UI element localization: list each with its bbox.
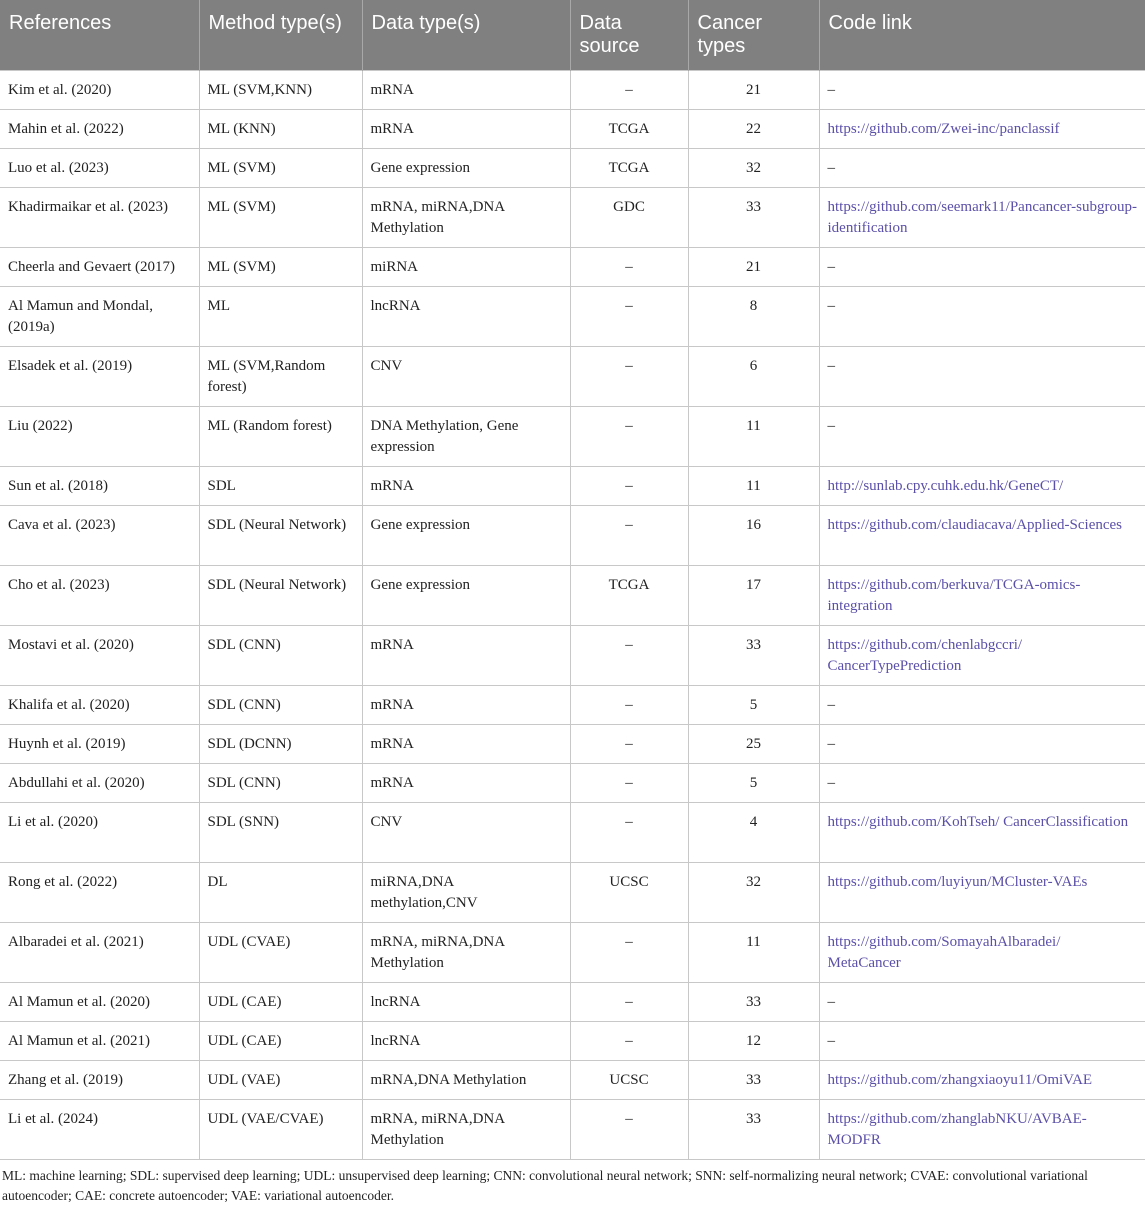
cell-method-type: SDL (CNN) — [199, 626, 362, 686]
cell-reference: Cava et al. (2023) — [0, 506, 199, 566]
cell-code-link: – — [819, 1022, 1145, 1061]
cell-cancer-types: 33 — [688, 188, 819, 248]
cell-method-type: UDL (CVAE) — [199, 923, 362, 983]
table-row — [0, 347, 1145, 407]
cell-method-type: ML (SVM) — [199, 188, 362, 248]
table-row — [0, 923, 1145, 983]
cell-method-type: SDL (Neural Network) — [199, 506, 362, 566]
cell-method-type: UDL (CAE) — [199, 1022, 362, 1061]
cell-reference: Liu (2022) — [0, 407, 199, 467]
cell-code-link[interactable]: https://github.com/luyiyun/MCluster-VAEs — [819, 863, 1145, 923]
cell-cancer-types: 11 — [688, 923, 819, 983]
cell-code-link[interactable]: https://github.com/chenlabgccri/ CancerTypePrediction — [819, 626, 1145, 686]
cell-data-source: – — [570, 1100, 688, 1160]
cell-method-type: UDL (VAE/CVAE) — [199, 1100, 362, 1160]
cell-reference: Li et al. (2024) — [0, 1100, 199, 1160]
cell-data-type: mRNA — [362, 71, 570, 110]
cell-reference: Al Mamun et al. (2020) — [0, 983, 199, 1022]
cell-reference: Al Mamun et al. (2021) — [0, 1022, 199, 1061]
cell-cancer-types: 17 — [688, 566, 819, 626]
cell-cancer-types: 12 — [688, 1022, 819, 1061]
table-row — [0, 287, 1145, 347]
cell-method-type: SDL (SNN) — [199, 803, 362, 863]
cell-reference: Rong et al. (2022) — [0, 863, 199, 923]
cell-data-source: – — [570, 71, 688, 110]
cell-cancer-types: 32 — [688, 863, 819, 923]
cell-data-source: – — [570, 803, 688, 863]
cell-data-source: – — [570, 764, 688, 803]
cell-reference: Huynh et al. (2019) — [0, 725, 199, 764]
cell-cancer-types: 8 — [688, 287, 819, 347]
cell-method-type: ML (SVM,KNN) — [199, 71, 362, 110]
cell-cancer-types: 11 — [688, 407, 819, 467]
cell-cancer-types: 33 — [688, 1061, 819, 1100]
cell-code-link[interactable]: https://github.com/zhanglabNKU/AVBAE-MODFR — [819, 1100, 1145, 1160]
header-data-types: Data type(s) — [362, 0, 570, 71]
cell-code-link[interactable]: https://github.com/KohTseh/ CancerClassification — [819, 803, 1145, 863]
cell-data-source: TCGA — [570, 110, 688, 149]
cell-method-type: ML (SVM,Random forest) — [199, 347, 362, 407]
cell-method-type: SDL — [199, 467, 362, 506]
header-code-link: Code link — [819, 0, 1145, 71]
table-row — [0, 248, 1145, 287]
cell-method-type: SDL (Neural Network) — [199, 566, 362, 626]
cell-method-type: ML — [199, 287, 362, 347]
cell-data-type: lncRNA — [362, 1022, 570, 1061]
cell-reference: Cho et al. (2023) — [0, 566, 199, 626]
cell-code-link[interactable]: https://github.com/claudiacava/Applied-Sciences — [819, 506, 1145, 566]
cell-reference: Mostavi et al. (2020) — [0, 626, 199, 686]
table-row — [0, 407, 1145, 467]
cell-data-type: mRNA — [362, 764, 570, 803]
cell-cancer-types: 33 — [688, 1100, 819, 1160]
cell-data-type: mRNA, miRNA,DNA Methylation — [362, 1100, 570, 1160]
table-row — [0, 566, 1145, 626]
table-row — [0, 1100, 1145, 1160]
cell-cancer-types: 33 — [688, 626, 819, 686]
cell-data-source: – — [570, 923, 688, 983]
cell-method-type: UDL (VAE) — [199, 1061, 362, 1100]
table-row — [0, 626, 1145, 686]
cell-method-type: DL — [199, 863, 362, 923]
cell-code-link: – — [819, 983, 1145, 1022]
cell-data-source: TCGA — [570, 566, 688, 626]
cell-reference: Albaradei et al. (2021) — [0, 923, 199, 983]
cell-code-link: – — [819, 248, 1145, 287]
cell-data-type: miRNA,DNA methylation,CNV — [362, 863, 570, 923]
cell-code-link[interactable]: https://github.com/zhangxiaoyu11/OmiVAE — [819, 1061, 1145, 1100]
cell-data-source: – — [570, 686, 688, 725]
cell-method-type: SDL (CNN) — [199, 686, 362, 725]
cell-code-link[interactable]: https://github.com/Zwei-inc/panclassif — [819, 110, 1145, 149]
table-footnote: ML: machine learning; SDL: supervised deep learning; UDL: unsupervised deep learning; CNN: convolutional neural network; SNN: self-normalizing neural network; CVAE: convolutional variational autoencoder; CAE: concrete autoencoder; VAE: variational autoencoder. — [2, 1168, 1088, 1203]
cell-cancer-types: 11 — [688, 467, 819, 506]
cell-data-source: – — [570, 626, 688, 686]
cell-reference: Khalifa et al. (2020) — [0, 686, 199, 725]
cell-code-link: – — [819, 407, 1145, 467]
cell-data-source: – — [570, 467, 688, 506]
cell-cancer-types: 5 — [688, 764, 819, 803]
cell-data-source: – — [570, 983, 688, 1022]
cell-data-type: mRNA — [362, 725, 570, 764]
cell-data-type: mRNA — [362, 686, 570, 725]
cell-data-source: UCSC — [570, 863, 688, 923]
cell-data-source: UCSC — [570, 1061, 688, 1100]
cell-code-link: – — [819, 764, 1145, 803]
header-references: References — [0, 0, 199, 71]
cell-data-type: Gene expression — [362, 566, 570, 626]
table-row — [0, 1061, 1145, 1100]
cell-data-source: – — [570, 407, 688, 467]
cell-reference: Sun et al. (2018) — [0, 467, 199, 506]
cell-cancer-types: 32 — [688, 149, 819, 188]
table-row — [0, 506, 1145, 566]
cell-reference: Mahin et al. (2022) — [0, 110, 199, 149]
cell-method-type: UDL (CAE) — [199, 983, 362, 1022]
cell-method-type: ML (Random forest) — [199, 407, 362, 467]
cell-code-link: – — [819, 149, 1145, 188]
cell-data-type: mRNA — [362, 467, 570, 506]
cell-cancer-types: 21 — [688, 248, 819, 287]
cell-data-type: lncRNA — [362, 983, 570, 1022]
cell-reference: Luo et al. (2023) — [0, 149, 199, 188]
header-method-types: Method type(s) — [199, 0, 362, 71]
cell-code-link: – — [819, 287, 1145, 347]
cell-cancer-types: 22 — [688, 110, 819, 149]
cell-data-source: – — [570, 1022, 688, 1061]
cell-code-link: – — [819, 725, 1145, 764]
cell-cancer-types: 6 — [688, 347, 819, 407]
table-row — [0, 71, 1145, 110]
table-row — [0, 110, 1145, 149]
cell-data-type: mRNA,DNA Methylation — [362, 1061, 570, 1100]
table-row — [0, 764, 1145, 803]
cell-data-type: miRNA — [362, 248, 570, 287]
cell-cancer-types: 25 — [688, 725, 819, 764]
cell-code-link: – — [819, 347, 1145, 407]
table-row — [0, 983, 1145, 1022]
cell-reference: Abdullahi et al. (2020) — [0, 764, 199, 803]
cell-reference: Kim et al. (2020) — [0, 71, 199, 110]
table-row — [0, 725, 1145, 764]
cell-code-link[interactable]: https://github.com/SomayahAlbaradei/ MetaCancer — [819, 923, 1145, 983]
cell-data-type: CNV — [362, 803, 570, 863]
cell-reference: Elsadek et al. (2019) — [0, 347, 199, 407]
table-row — [0, 803, 1145, 863]
table-row — [0, 863, 1145, 923]
cell-cancer-types: 21 — [688, 71, 819, 110]
table-row — [0, 149, 1145, 188]
cell-data-type: mRNA — [362, 110, 570, 149]
cell-data-source: GDC — [570, 188, 688, 248]
cell-data-type: mRNA, miRNA,DNA Methylation — [362, 923, 570, 983]
header-row — [0, 0, 1145, 71]
cell-method-type: ML (SVM) — [199, 248, 362, 287]
cell-data-type: mRNA, miRNA,DNA Methylation — [362, 188, 570, 248]
header-cancer-types: Cancer types — [688, 0, 819, 71]
cell-cancer-types: 33 — [688, 983, 819, 1022]
cell-code-link[interactable]: https://github.com/seemark11/Pancancer-subgroup-identification — [819, 188, 1145, 248]
table-row — [0, 1022, 1145, 1061]
cell-reference: Li et al. (2020) — [0, 803, 199, 863]
table-row — [0, 188, 1145, 248]
cell-data-type: lncRNA — [362, 287, 570, 347]
cell-data-source: – — [570, 506, 688, 566]
cell-reference: Al Mamun and Mondal, (2019a) — [0, 287, 199, 347]
cell-code-link[interactable]: https://github.com/berkuva/TCGA-omics-integration — [819, 566, 1145, 626]
cell-method-type: SDL (CNN) — [199, 764, 362, 803]
cell-code-link: – — [819, 686, 1145, 725]
cell-reference: Cheerla and Gevaert (2017) — [0, 248, 199, 287]
cell-code-link: – — [819, 71, 1145, 110]
cell-method-type: ML (SVM) — [199, 149, 362, 188]
cell-data-source: – — [570, 347, 688, 407]
cell-data-type: DNA Methylation, Gene expression — [362, 407, 570, 467]
cell-cancer-types: 5 — [688, 686, 819, 725]
cell-reference: Zhang et al. (2019) — [0, 1061, 199, 1100]
table-row — [0, 686, 1145, 725]
cell-data-source: – — [570, 287, 688, 347]
cell-data-source: – — [570, 248, 688, 287]
cell-data-source: TCGA — [570, 149, 688, 188]
cell-method-type: SDL (DCNN) — [199, 725, 362, 764]
cell-cancer-types: 4 — [688, 803, 819, 863]
table-row — [0, 467, 1145, 506]
header-data-source: Data source — [570, 0, 688, 71]
cell-data-type: mRNA — [362, 626, 570, 686]
cell-cancer-types: 16 — [688, 506, 819, 566]
cell-data-source: – — [570, 725, 688, 764]
cell-data-type: Gene expression — [362, 149, 570, 188]
cell-method-type: ML (KNN) — [199, 110, 362, 149]
cell-data-type: Gene expression — [362, 506, 570, 566]
cell-reference: Khadirmaikar et al. (2023) — [0, 188, 199, 248]
cell-data-type: CNV — [362, 347, 570, 407]
cell-code-link[interactable]: http://sunlab.cpy.cuhk.edu.hk/GeneCT/ — [819, 467, 1145, 506]
